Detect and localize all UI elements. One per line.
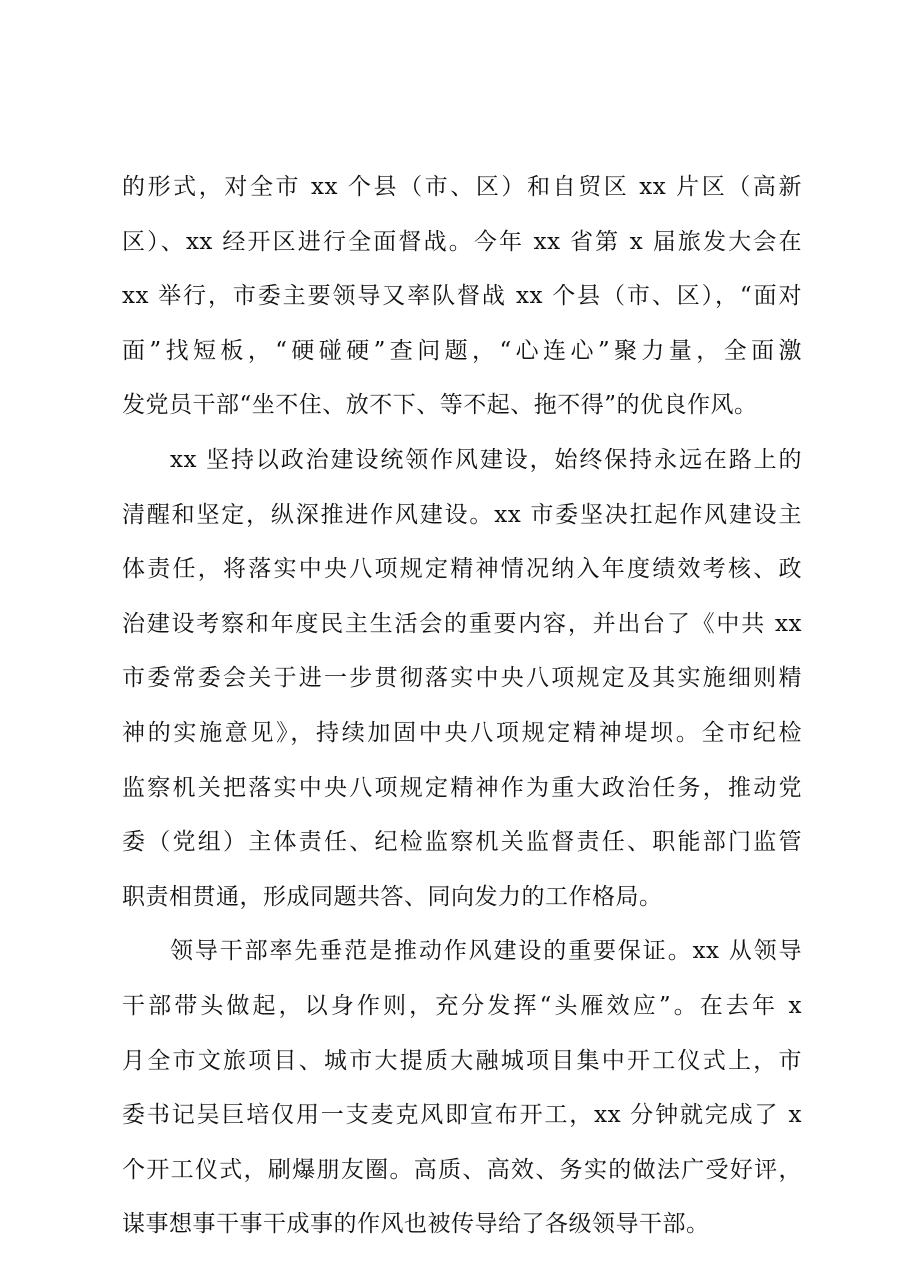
paragraph-2	[122, 433, 802, 924]
text-line: 职责相贯通，形成同题共答、同向发力的工作格局。	[122, 883, 663, 910]
text-line: 神的实施意见》，持续加固中央八项规定精神堤坝。全市纪检	[122, 719, 802, 746]
text-line: 谋事想事干事干成事的作风也被传导给了各级领导干部。	[122, 1211, 710, 1238]
text-line: 发党员干部“坐不住、放不下、等不起、拖不得”的优良作风。	[122, 392, 758, 419]
text-line: 委（党组）主体责任、纪检监察机关监督责任、职能部门监管	[122, 829, 802, 856]
paragraph-3	[122, 924, 802, 1252]
text-line: 委书记吴巨培仅用一支麦克风即宣布开工，xx 分钟就完成了 x	[122, 1102, 802, 1129]
document-body	[122, 160, 802, 1252]
text-line: 面”找短板，“硬碰硬”查问题，“心连心”聚力量，全面激	[122, 337, 802, 364]
text-line: 干部带头做起，以身作则，充分发挥“头雁效应”。在去年 x	[122, 992, 802, 1019]
text-line: 领导干部率先垂范是推动作风建设的重要保证。xx 从领导	[170, 938, 802, 965]
text-line: xx 举行，市委主要领导又率队督战 xx 个县（市、区），“面对	[122, 283, 802, 310]
text-line: 月全市文旅项目、城市大提质大融城项目集中开工仪式上，市	[122, 1047, 802, 1074]
text-line: 市委常委会关于进一步贯彻落实中央八项规定及其实施细则精	[122, 665, 802, 692]
text-line: xx 坚持以政治建设统领作风建设，始终保持永远在路上的	[170, 446, 802, 473]
text-line: 监察机关把落实中央八项规定精神作为重大政治任务，推动党	[122, 774, 802, 801]
text-line: 清醒和坚定，纵深推进作风建设。xx 市委坚决扛起作风建设主	[122, 501, 802, 528]
paragraph-1	[122, 160, 802, 433]
text-line: 个开工仪式，刷爆朋友圈。高质、高效、务实的做法广受好评，	[122, 1156, 802, 1183]
text-line: 区）、xx 经开区进行全面督战。今年 xx 省第 x 届旅发大会在	[122, 228, 802, 255]
text-line: 的形式，对全市 xx 个县（市、区）和自贸区 xx 片区（高新	[122, 174, 802, 200]
text-line: 体责任，将落实中央八项规定精神情况纳入年度绩效考核、政	[122, 556, 802, 583]
text-line: 治建设考察和年度民主生活会的重要内容，并出台了《中共 xx	[122, 610, 802, 637]
